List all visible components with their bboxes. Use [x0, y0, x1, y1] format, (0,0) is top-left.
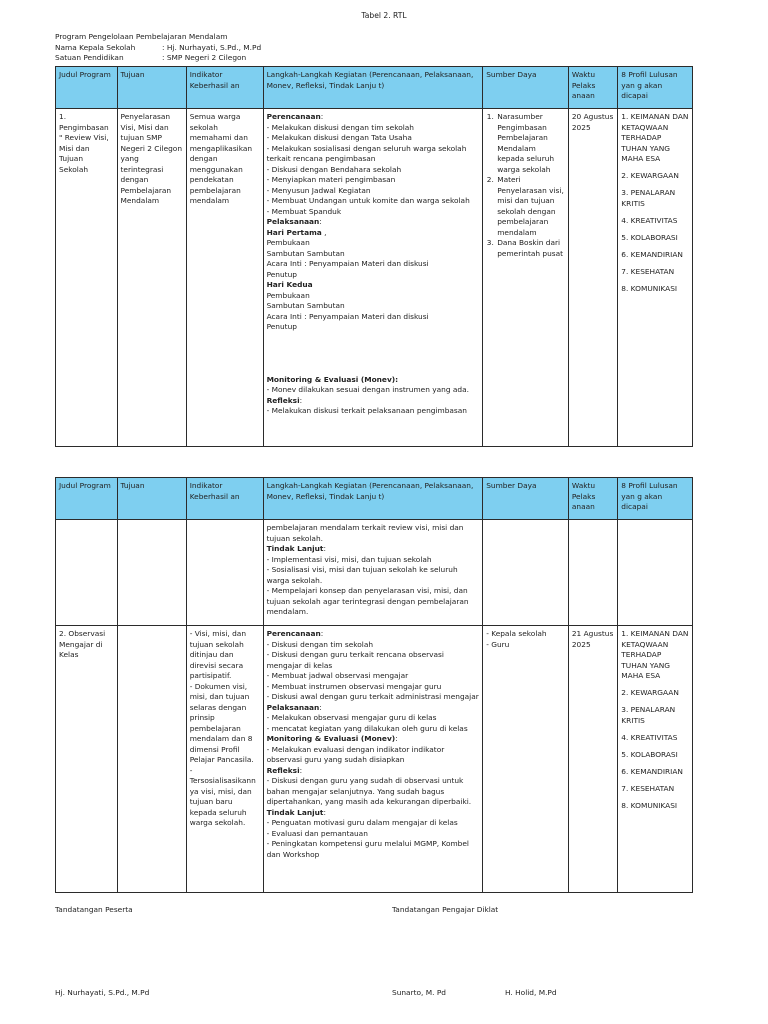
step-item: - Melakukan diskusi dengan tim sekolah: [266, 122, 414, 132]
profil-item: 2. KEWARGAAN: [621, 688, 679, 698]
profil-item: 5. KOLABORASI: [621, 749, 678, 759]
refleksi-label: Refleksi: [266, 395, 300, 405]
table-row: [56, 520, 693, 626]
step-item: - Mempelajari konsep dan penyelarasan visi, misi, dan tujuan sekolah agar terintegrasi dengan pembelajaran mendalam.: [266, 586, 469, 617]
cell-indikator: - Visi, misi, dan tujuan sekolah ditinjau dan direvisi secara partisipatif. - Dokumen visi, misi, dan tujuan selaras dengan prinsip pembelajaran mendalam dan 8 dimensi Profil Pelajar Pancasila. - Tersosialisasikannya visi, misi, dan tujuan baru kepada seluruh warga sekolah.: [186, 626, 263, 893]
table-header-row: [56, 478, 693, 520]
list-item: 3. Dana Boskin dari pemerintah pusat: [496, 238, 565, 259]
cell-tujuan: Penyelarasan Visi, Misi dan tujuan SMP Negeri 2 Cilegon yang terintegrasi dengan Pembelajaran Mendalam: [117, 109, 186, 447]
list-item: 1. Narasumber Pengimbasan Pembelajaran Mendalam kepada seluruh warga sekolah: [496, 112, 565, 175]
pengajar-signature-label: Tandatangan Pengajar Diklat: [392, 905, 499, 914]
step-item: - Implementasi visi, misi, dan tujuan sekolah: [266, 554, 432, 564]
list-item: - Kepala sekolah: [486, 629, 547, 638]
step-item: - Evaluasi dan pemantauan: [266, 828, 368, 838]
cell-langkah: Perencanaan: - Diskusi dengan tim sekolah - Diskusi dengan guru terkait rencana observasi mengajar di kelas - Membuat jadwal observasi mengajar - Membuat instrumen observasi mengajar guru - Diskusi awal dengan guru terkait administrasi mengajar Pelaksanaan: - Melakukan observasi mengajar guru di kelas - mencatat kegiatan yang dilakukan oleh guru di kelas Monitoring & Evaluasi (Monev): - Melakukan evaluasi dengan indikator indikator observasi guru yang sudah disiapkan Refleksi: - Diskusi dengan guru yang sudah di observasi untuk bahan mengajar selanjutnya. Yang sudah bagus dipertahankan, yang masih ada kekurangan diperbaiki. Tindak Lanjut: - Penguatan motivasi guru dalam mengajar di kelas - Evaluasi dan pemantauan - Peningkatan kompetensi guru melalui MGMP, Kombel dan Workshop: [263, 626, 483, 893]
step-item: - Membuat Undangan untuk komite dan warga sekolah: [266, 196, 470, 206]
profil-item: 3. PENALARAN KRITIS: [621, 188, 676, 208]
header-profil: 8 Profil Lulusan yan g akan dicapai: [618, 67, 693, 109]
info-value: : SMP Negeri 2 Cilegon: [162, 53, 247, 62]
profil-item: 5. KOLABORASI: [621, 232, 678, 242]
cell-profil: [618, 520, 693, 626]
step-item: - Menyiapkan materi pengimbasan: [266, 175, 396, 185]
step-item: - Melakukan evaluasi dengan indikator indikator observasi guru yang sudah disiapkan: [266, 744, 445, 765]
monev-label: Monitoring & Evaluasi (Monev): [266, 734, 396, 744]
profil-item: 3. PENALARAN KRITIS: [621, 705, 676, 725]
perencanaan-label: Perencanaan: [266, 112, 321, 121]
info-key: Satuan Pendidikan: [55, 53, 124, 62]
rtl-table-part-2: [55, 477, 693, 893]
step-item: - Melakukan observasi mengajar guru di kelas: [266, 713, 437, 723]
step-item: Acara Inti : Penyampaian Materi dan diskusi: [266, 259, 429, 269]
info-key: Nama Kepala Sekolah: [55, 42, 136, 52]
cell-judul: 2. Observasi Mengajar di Kelas: [56, 626, 118, 893]
cell-indikator: [186, 520, 263, 626]
header-waktu: Waktu Pelaks anaan: [568, 67, 617, 109]
header-langkah: Langkah-Langkah Kegiatan (Perencanaan, Pelaksanaan, Monev, Refleksi, Tindak Lanju t): [263, 67, 483, 109]
step-item: - Melakukan diskusi terkait pelaksanaan pengimbasan: [266, 406, 467, 416]
profil-item: 7. KESEHATAN: [621, 266, 675, 276]
step-item: Pembukaan: [266, 238, 310, 248]
header-tujuan: Tujuan: [117, 478, 186, 520]
cell-judul: [56, 520, 118, 626]
step-item: - Membuat jadwal observasi mengajar: [266, 671, 409, 681]
pelaksanaan-label: Pelaksanaan: [266, 217, 320, 227]
pengajar-name-2: H. Holid, M.Pd: [505, 988, 557, 997]
cell-sumber: [483, 109, 569, 447]
step-item: - Peningkatan kompetensi guru melalui MGMP, Kombel dan Workshop: [266, 839, 469, 859]
cell-profil: [618, 109, 693, 447]
profil-item: 8. KOMUNIKASI: [621, 800, 678, 810]
program-name: Program Pengelolaan Pembelajaran Mendalam: [55, 32, 228, 41]
rtl-table-part-1: [55, 66, 693, 447]
step-item: pembelajaran mendalam terkait review visi, misi dan tujuan sekolah.: [266, 523, 464, 543]
cell-indikator: Semua warga sekolah memahami dan mengaplikasikan dengan menggunakan pendekatan pembelajaran mendalam: [186, 109, 263, 447]
header-sumber: Sumber Daya: [483, 478, 569, 520]
program-info: [55, 32, 261, 64]
info-row-satuan: [55, 53, 261, 64]
header-langkah: Langkah-Langkah Kegiatan (Perencanaan, Pelaksanaan, Monev, Refleksi, Tindak Lanju t): [263, 478, 483, 520]
step-item: - Melakukan diskusi dengan Tata Usaha: [266, 133, 412, 143]
cell-langkah: pembelajaran mendalam terkait review visi, misi dan tujuan sekolah. Tindak Lanjut: - Implementasi visi, misi, dan tujuan sekolah - Sosialisasi visi, misi dan tujuan sekolah ke seluruh warga sekolah. - Mempelajari konsep dan penyelarasan visi, misi, dan tujuan sekolah agar terintegrasi dengan pembelajaran mendalam.: [263, 520, 483, 626]
step-item: - mencatat kegiatan yang dilakukan oleh guru di kelas: [266, 723, 468, 733]
cell-waktu: 20 Agustus 2025: [568, 109, 617, 447]
profil-item: 7. KESEHATAN: [621, 783, 675, 793]
step-item: - Penguatan motivasi guru dalam mengajar di kelas: [266, 818, 458, 828]
cell-judul: 1. Pengimbasan " Review Visi, Misi dan Tujuan Sekolah: [56, 109, 118, 447]
step-item: - Diskusi dengan Bendahara sekolah: [266, 164, 402, 174]
table-header-row: [56, 67, 693, 109]
header-waktu: Waktu Pelaks anaan: [568, 478, 617, 520]
step-item: - Menyusun Jadwal Kegiatan: [266, 185, 371, 195]
step-item: Penutup: [266, 322, 297, 332]
step-item: - Melakukan sosialisasi dengan seluruh warga sekolah terkait rencana pengimbasan: [266, 143, 469, 164]
step-item: - Diskusi awal dengan guru terkait administrasi mengajar: [266, 692, 479, 702]
step-item: - Diskusi dengan guru yang sudah di observasi untuk bahan mengajar selanjutnya. Yang sudah bagus dipertahankan, yang masih ada kekurangan diperbaiki.: [266, 776, 472, 807]
profil-item: 1. KEIMANAN DAN KETAQWAAN TERHADAP TUHAN YANG MAHA ESA: [621, 112, 689, 164]
perencanaan-label: Perencanaan: [266, 629, 321, 638]
list-item: - Guru: [486, 639, 510, 649]
cell-profil: [618, 626, 693, 893]
step-item: - Sosialisasi visi, misi dan tujuan sekolah ke seluruh warga sekolah.: [266, 565, 458, 585]
profil-item: 6. KEMANDIRIAN: [621, 766, 683, 776]
tindak-lanjut-label: Tindak Lanjut: [266, 544, 324, 554]
cell-tujuan: [117, 626, 186, 893]
cell-langkah: Perencanaan: - Melakukan diskusi dengan tim sekolah - Melakukan diskusi dengan Tata Usaha - Melakukan sosialisasi dengan seluruh warga sekolah terkait rencana pengimbasan - Diskusi dengan Bendahara sekolah - Menyiapkan materi pengimbasan - Menyusun Jadwal Kegiatan - Membuat Undangan untuk komite dan warga sekolah - Membuat Spanduk Pelaksanaan: Hari Pertama , Pembukaan Sambutan Sambutan Acara Inti : Penyampaian Materi dan diskusi Penutup Hari Kedua Pembukaan Sambutan Sambutan Acara Inti : Penyampaian Materi dan diskusi Penutup Monitoring & Evaluasi (Monev): - Monev dilakukan sesuai dengan instrumen yang ada. Refleksi: - Melakukan diskusi terkait pelaksanaan pengimbasan: [263, 109, 483, 447]
profil-item: 1. KEIMANAN DAN KETAQWAAN TERHADAP TUHAN YANG MAHA ESA: [621, 629, 689, 681]
step-item: - Diskusi dengan tim sekolah: [266, 639, 374, 649]
header-indikator: Indikator Keberhasil an: [186, 67, 263, 109]
peserta-signature-label: Tandatangan Peserta: [55, 905, 133, 914]
step-item: - Monev dilakukan sesuai dengan instrumen yang ada.: [266, 385, 469, 395]
refleksi-label: Refleksi: [266, 765, 300, 775]
table-row: [56, 626, 693, 893]
profil-item: 4. KREATIVITAS: [621, 215, 678, 225]
step-item: - Membuat Spanduk: [266, 206, 342, 216]
info-row-program: [55, 32, 261, 43]
hari-pertama-label: Hari Pertama: [266, 227, 322, 237]
cell-waktu: [568, 520, 617, 626]
monev-label: Monitoring & Evaluasi (Monev):: [266, 374, 399, 384]
peserta-name: Hj. Nurhayati, S.Pd., M.Pd: [55, 988, 150, 997]
profil-item: 2. KEWARGAAN: [621, 171, 679, 181]
step-item: Sambutan Sambutan: [266, 301, 345, 311]
step-item: Acara Inti : Penyampaian Materi dan diskusi: [266, 311, 429, 321]
profil-item: 4. KREATIVITAS: [621, 732, 678, 742]
step-item: Sambutan Sambutan: [266, 248, 345, 258]
document-title: Tabel 2. RTL: [361, 11, 407, 20]
info-value: : Hj. Nurhayati, S.Pd., M.Pd: [162, 42, 262, 52]
header-judul: Judul Program: [56, 67, 118, 109]
profil-item: 8. KOMUNIKASI: [621, 283, 678, 293]
pelaksanaan-label: Pelaksanaan: [266, 702, 320, 712]
sumber-list: [486, 112, 565, 259]
pengajar-name-1: Sunarto, M. Pd: [392, 988, 446, 997]
hari-kedua-label: Hari Kedua: [266, 280, 313, 290]
header-tujuan: Tujuan: [117, 67, 186, 109]
cell-tujuan: [117, 520, 186, 626]
header-profil: 8 Profil Lulusan yan g akan dicapai: [618, 478, 693, 520]
list-item: 2. Materi Penyelarasan visi, misi dan tujuan sekolah dengan pembelajaran mendalam: [496, 175, 565, 238]
header-indikator: Indikator Keberhasil an: [186, 478, 263, 520]
table-row: [56, 109, 693, 447]
info-row-kepala: [55, 43, 261, 54]
step-item: Penutup: [266, 269, 297, 279]
step-item: - Membuat instrumen observasi mengajar guru: [266, 681, 442, 691]
cell-sumber: [483, 520, 569, 626]
header-judul: Judul Program: [56, 478, 118, 520]
cell-waktu: 21 Agustus 2025: [568, 626, 617, 893]
step-item: - Diskusi dengan guru terkait rencana observasi mengajar di kelas: [266, 650, 444, 670]
header-sumber: Sumber Daya: [483, 67, 569, 109]
tindak-lanjut-label: Tindak Lanjut: [266, 807, 324, 817]
cell-sumber: [483, 626, 569, 893]
profil-item: 6. KEMANDIRIAN: [621, 249, 683, 259]
step-item: Pembukaan: [266, 290, 310, 300]
